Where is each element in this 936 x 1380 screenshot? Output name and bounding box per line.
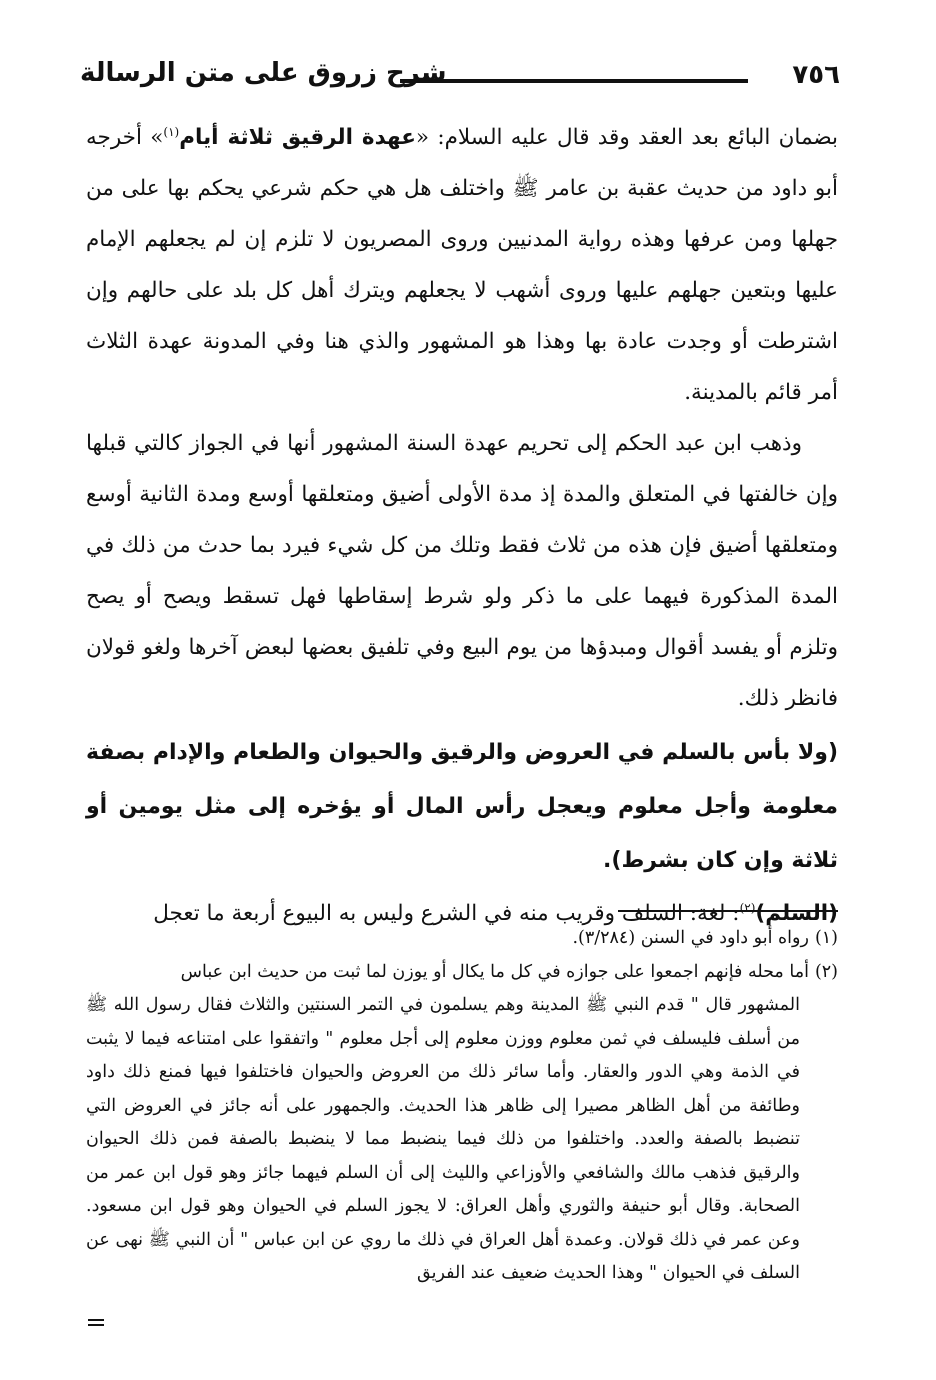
term-salam: (السلم) <box>755 901 838 926</box>
footnotes <box>86 922 838 1291</box>
paragraph-3-text: : لغة: السلف وقريب منه في الشرع وليس به البيوع أربعة ما تعجل <box>153 901 740 926</box>
footnote-1-number: (١) <box>814 928 838 948</box>
paragraph-1 <box>86 112 838 418</box>
hadith-quote: عهدة الرقيق ثلاثة أيام <box>179 125 416 150</box>
matn-text: (ولا بأس بالسلم في العروض والرقيق والحيوان والطعام والإدام بصفة معلومة وأجل معلوم ويعجل رأس المال أو يؤخره إلى مثل يومين أو ثلاثة وإن كان بشرط). <box>86 740 838 873</box>
continuation-mark <box>88 1319 104 1321</box>
footnote-ref-1[interactable]: (١) <box>163 124 180 139</box>
footnote-divider <box>618 910 838 912</box>
footnote-1-text: رواه أبو داود في السنن (٣/٢٨٤). <box>572 928 809 948</box>
paragraph-1-rest: » أخرجه أبو داود من حديث عقبة بن عامر ﷺ واختلف هل هي حكم شرعي يحكم بها على من جهلها ومن عرفها وهذه رواية المدنيين وروى المصريون لا تلزم إن لم يجعلهم الإمام عليها وبتعين جهلهم عليها وروى أشهب لا يجعلهم ويترك أهل كل بلد على حالهم وإن اشترطت أو وجدت عادة بها وهذا هو المشهور والذي هنا وفي المدونة عهدة الثلاث أمر قائم بالمدينة. <box>86 125 838 405</box>
main-text <box>86 112 838 939</box>
footnote-2 <box>86 956 838 1291</box>
header-rule <box>400 79 748 83</box>
paragraph-1-start: بضمان البائع بعد العقد وقد قال عليه السلام: « <box>415 125 839 150</box>
book-title: شرح زروق على متن الرسالة <box>80 58 447 88</box>
footnote-ref-2[interactable]: (٢) <box>739 900 756 915</box>
page-number: ٧٥٦ <box>792 60 840 90</box>
paragraph-2: وذهب ابن عبد الحكم إلى تحريم عهدة السنة المشهور أنها في الجواز كالتي قبلها وإن خالفتها في المتعلق والمدة إذ مدة الأولى أضيق ومتعلقها أوسع ومدة الثانية أوسع ومتعلقها أضيق فإن هذه من ثلاث فقط وتلك من كل شيء فيرد بما حدث من ذلك في المدة المذكورة فيهما على ما ذكر ولو شرط إسقاطها فهل تسقط ويصح أو يصح وتلزم أو يفسد أقوال ومبدؤها من يوم البيع وفي تلفيق بعضها لبعض آخرها ولغو قولان فانظر ذلك. <box>86 431 838 711</box>
footnote-2-first-line: أما محله فإنهم اجمعوا على جوازه في كل ما يكال أو يوزن لما ثبت من حديث ابن عباس <box>180 961 809 982</box>
footnote-2-text: المشهور قال " قدم النبي ﷺ المدينة وهم يسلمون في التمر السنتين والثلاث فقال رسول الله ﷺ من أسلف فليسلف في ثمن معلوم ووزن معلوم إلى أجل معلوم " واتفقوا على امتناعه فيما لا يثبت في الذمة وهي الدور والعقار. وأما سائر ذلك من العروض والحيوان فاختلفوا فيها فمنع ذلك داود وطائفة من أهل الظاهر مصيرا إلى ظاهر هذا الحديث. والجمهور على أنه جائز في العروض التي تنضبط بالصفة والعدد. واختلفوا من ذلك فيما ينضبط مما لا ينضبط بالصفة فمن ذلك الحيوان والرقيق فذهب مالك والشافعي والأوزاعي والليث إلى أن السلم فيهما جائز وهو قول ابن عمر من الصحابة. وقال أبو حنيفة والثوري وأهل العراق: لا يجوز السلم في الحيوان وهو قول ابن مسعود. وعن عمر في ذلك قولان. وعمدة أهل العراق في ذلك ما روي عن ابن عباس " أن النبي ﷺ نهى عن السلف في الحيوان " وهذا الحديث ضعيف عند الفريق <box>86 995 800 1283</box>
footnote-2-number: (٢) <box>814 961 838 982</box>
footnote-1 <box>86 922 838 956</box>
page-header <box>80 58 840 102</box>
